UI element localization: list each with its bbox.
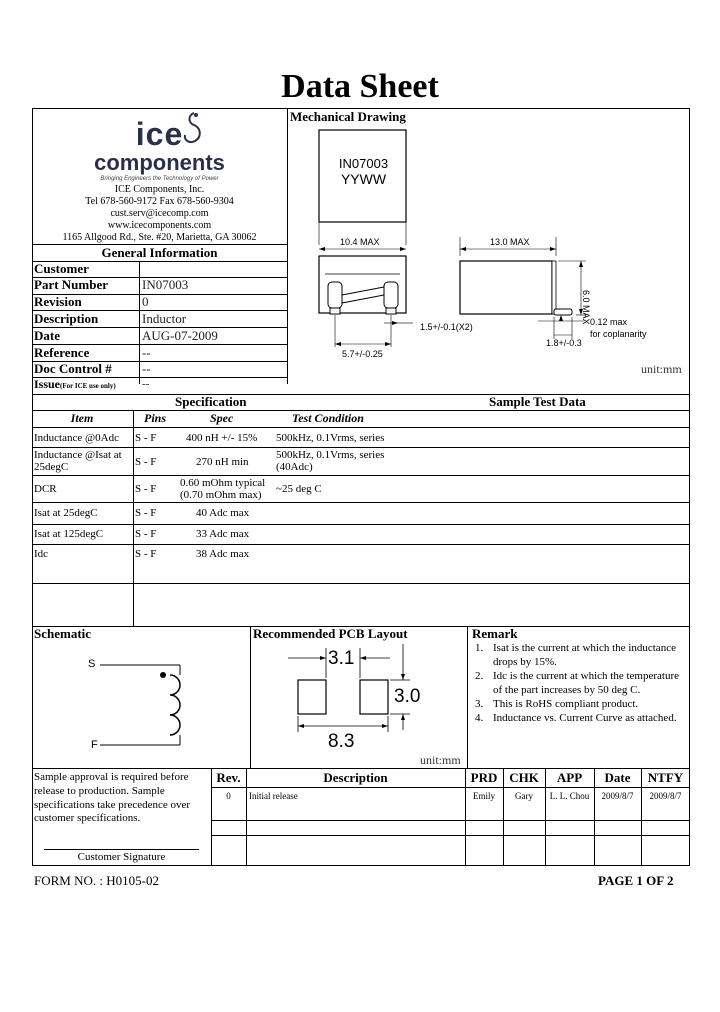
remark-4-num: 4. (475, 712, 484, 724)
label-doc-control: Doc Control # (34, 361, 112, 376)
remark-1-line-1: Isat is the current at which the inductance (493, 642, 676, 654)
company-web: www.icecomponents.com (107, 220, 212, 231)
sample-test-heading: Sample Test Data (489, 394, 586, 409)
approval-line-1: Sample approval is required before (34, 771, 189, 783)
remark-2-line-2: of the part increases by 50 deg C. (493, 684, 641, 696)
rev-row-ntfy: 2009/8/7 (649, 791, 682, 801)
logo-components: components (94, 150, 225, 175)
spec-row-4-pins: S - F (135, 507, 157, 519)
logo-tagline: Bringing Engineers the Technology of Power (100, 176, 219, 182)
mechanical-unit: unit:mm (641, 362, 682, 376)
spec-row-1-item: Inductance @0Adc (34, 432, 119, 444)
general-info-heading: General Information (101, 245, 218, 260)
spec-row-2-pins: S - F (135, 456, 157, 468)
rev-row-chk: Gary (515, 791, 533, 801)
dim-width: 10.4 MAX (340, 237, 380, 247)
spec-row-3-cond: ~25 deg C (276, 483, 322, 495)
page-number: PAGE 1 OF 2 (598, 873, 674, 888)
remark-2-line-1: Idc is the current at which the temperature (493, 670, 680, 682)
form-number: FORM NO. : H0105-02 (34, 873, 159, 888)
rev-header-ntfy: NTFY (647, 770, 684, 785)
page-title: Data Sheet (281, 68, 439, 105)
dim-lead: 5.7+/-0.25 (342, 349, 383, 359)
rev-row-rev: 0 (226, 791, 231, 801)
remark-2-num: 2. (475, 670, 484, 682)
remark-3-line-1: This is RoHS compliant product. (493, 698, 639, 710)
spec-heading: Specification (175, 394, 247, 409)
value-reference: -- (142, 345, 151, 360)
rev-header-date: Date (604, 770, 631, 785)
col-pins: Pins (143, 411, 166, 425)
value-part-number: IN07003 (142, 277, 189, 292)
company-address: 1165 Allgood Rd., Ste. #20, Marietta, GA 30062 (62, 232, 257, 243)
rev-row-description: Initial release (249, 791, 298, 801)
spec-row-4-spec: 40 Adc max (196, 507, 250, 519)
col-item: Item (70, 411, 94, 425)
inductor-schematic-icon (95, 655, 195, 755)
spec-row-3-spec-2: (0.70 mOhm max) (180, 489, 262, 501)
label-date: Date (34, 328, 60, 343)
mechanical-heading: Mechanical Drawing (290, 109, 406, 124)
dim-pad: 1.5+/-0.1(X2) (420, 322, 473, 332)
rev-row-prd: Emily (473, 791, 495, 801)
rev-header-app: APP (556, 770, 583, 785)
remark-4-line-1: Inductance vs. Current Curve as attached. (493, 712, 677, 724)
company-email: cust.serv@icecomp.com (110, 208, 209, 219)
rev-row-app: L. L. Chou (549, 791, 590, 801)
rev-header-rev: Rev. (216, 770, 241, 785)
pcb-dim-gap: 3.1 (328, 648, 355, 669)
spec-row-6-spec: 38 Adc max (196, 548, 250, 560)
approval-line-4: customer specifications. (34, 812, 141, 824)
marking-line-1: IN07003 (338, 156, 389, 171)
signature-line (44, 849, 199, 850)
customer-signature-label: Customer Signature (77, 851, 166, 863)
rev-row-date: 2009/8/7 (601, 791, 634, 801)
spec-row-5-item: Isat at 125degC (34, 528, 104, 540)
label-description: Description (34, 311, 99, 326)
col-test-condition: Test Condition (292, 411, 364, 425)
label-issue: Issue(For ICE use only) (34, 377, 116, 391)
remark-1-line-2: drops by 15%. (493, 656, 557, 668)
spec-row-3-item: DCR (34, 483, 57, 495)
value-description: Inductor (142, 311, 187, 326)
dim-length: 13.0 MAX (490, 237, 530, 247)
spec-row-2-item: Inductance @Isat at (34, 449, 122, 461)
logo-ice: ice (135, 116, 184, 152)
spec-row-2-cond-2: (40Adc) (276, 461, 313, 473)
schematic-pin-f: F (91, 739, 98, 751)
dim-term: 1.8+/-0.3 (546, 338, 582, 348)
rev-header-description: Description (323, 770, 388, 785)
spec-row-2-cond: 500kHz, 0.1Vrms, series (276, 449, 385, 461)
spec-row-1-spec: 400 nH +/- 15% (186, 432, 258, 444)
pcb-heading: Recommended PCB Layout (253, 626, 408, 641)
rev-header-prd: PRD (470, 770, 498, 785)
spec-row-3-spec: 0.60 mOhm typical (180, 477, 266, 489)
value-revision: 0 (142, 294, 149, 309)
remark-heading: Remark (472, 626, 518, 641)
approval-line-3: specifications take precedence over (34, 799, 191, 811)
value-doc-control: -- (142, 361, 151, 376)
spec-row-5-pins: S - F (135, 528, 157, 540)
pcb-dim-height: 3.0 (394, 686, 421, 707)
spec-row-2-spec: 270 nH min (196, 456, 249, 468)
approval-line-2: release to production. Sample (34, 785, 165, 797)
spec-row-4-item: Isat at 25degC (34, 507, 98, 519)
value-issue: -- (142, 378, 150, 390)
spec-row-5-spec: 33 Adc max (196, 528, 250, 540)
dim-height: 6.0 MAX (581, 290, 591, 325)
rev-header-chk: CHK (509, 770, 539, 785)
label-reference: Reference (34, 345, 90, 360)
spec-row-1-cond: 500kHz, 0.1Vrms, series (276, 432, 385, 444)
spec-row-6-item: Idc (34, 548, 49, 560)
marking-line-2: YYWW (340, 171, 387, 187)
spec-row-6-pins: S - F (135, 548, 157, 560)
spec-row-3-pins: S - F (135, 483, 157, 495)
penguin-logo-icon (180, 110, 210, 144)
remark-1-num: 1. (475, 642, 484, 654)
label-customer: Customer (34, 261, 89, 276)
pcb-unit: unit:mm (420, 753, 461, 767)
label-part-number: Part Number (34, 277, 109, 292)
col-spec: Spec (210, 411, 234, 425)
remark-3-num: 3. (475, 698, 484, 710)
spec-row-1-pins: S - F (135, 432, 157, 444)
value-date: AUG-07-2009 (142, 328, 218, 343)
coplanarity-note: for coplanarity (590, 329, 647, 339)
company-name: ICE Components, Inc. (114, 184, 205, 195)
spec-row-2-item-2: 25degC (34, 461, 69, 473)
company-tel-fax: Tel 678-560-9172 Fax 678-560-9304 (85, 196, 234, 207)
label-revision: Revision (34, 294, 82, 309)
schematic-heading: Schematic (34, 626, 92, 641)
schematic-pin-s: S (88, 658, 96, 670)
pcb-dim-span: 8.3 (328, 731, 355, 752)
dim-coplanarity: 0.12 max (590, 317, 628, 327)
